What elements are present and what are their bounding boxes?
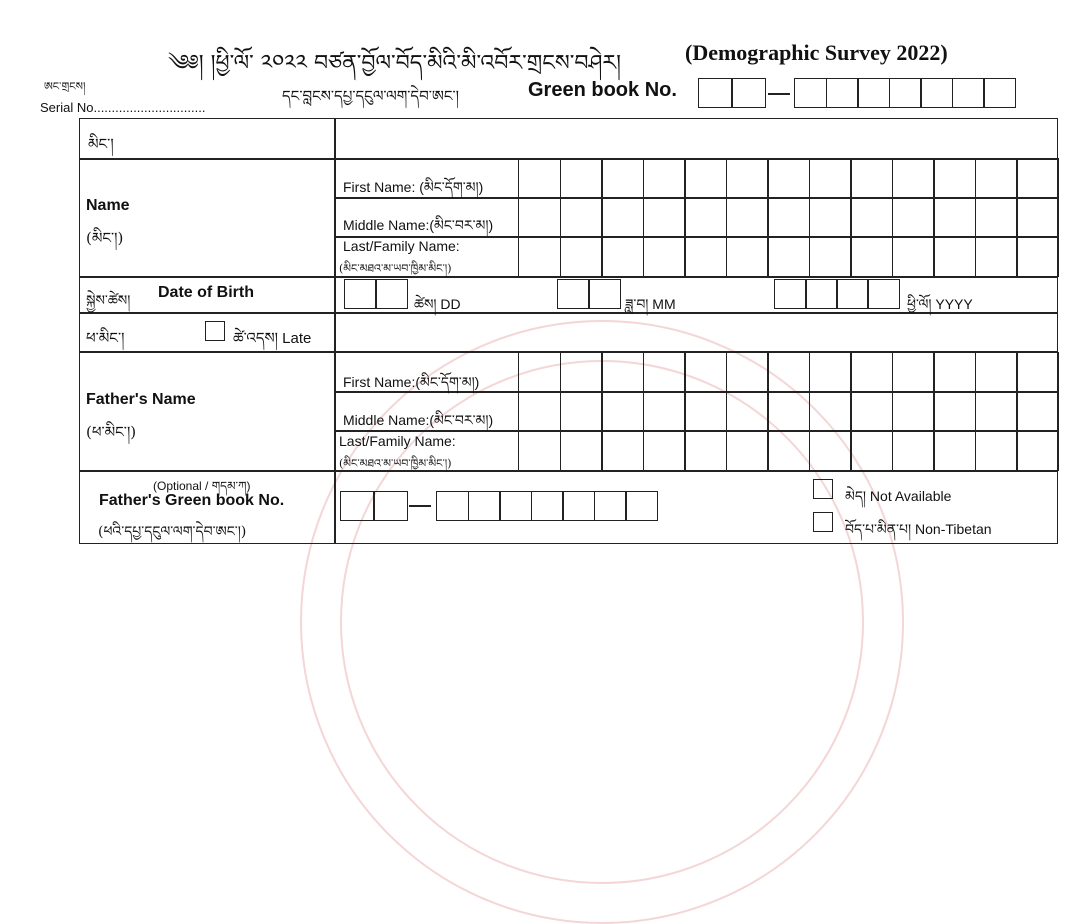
middle-name-cell[interactable] xyxy=(892,197,935,237)
father-first-name-cell[interactable] xyxy=(892,352,935,392)
father-middle-name-cell[interactable] xyxy=(684,391,727,431)
father-last-name-cell[interactable] xyxy=(975,430,1018,471)
last-name-cell[interactable] xyxy=(767,236,810,277)
greenbook-digit-cell[interactable] xyxy=(952,78,985,108)
father-last-name-cell[interactable] xyxy=(518,430,561,471)
greenbook-digit-cell[interactable] xyxy=(857,78,890,108)
name-label: Name xyxy=(86,197,130,214)
dob-month-cell[interactable] xyxy=(588,279,621,309)
dob-month-cell[interactable] xyxy=(557,279,590,309)
first-name-cell[interactable] xyxy=(850,158,893,198)
optional-label: (Optional / གདམ་ཀ) xyxy=(153,479,251,493)
greenbook-digit-cell[interactable] xyxy=(826,78,859,108)
father-tibetan-row-label: ཕ་མིང་། xyxy=(86,329,125,347)
father-greenbook-digit-cell[interactable] xyxy=(468,491,501,521)
dob-year-cell[interactable] xyxy=(774,279,807,309)
father-last-name-cell[interactable] xyxy=(809,430,852,471)
father-first-name-cell[interactable] xyxy=(601,352,644,392)
first-name-cell[interactable] xyxy=(601,158,644,198)
father-middle-name-cell[interactable] xyxy=(518,391,561,431)
title-tibetan: ༄༅། །ཕྱི་ལོ་ ༢༠༢༢ བཙན་བྱོལ་བོད་མིའི་མི་འབོར་གྲངས་བཤེར། xyxy=(168,51,621,76)
dob-year-cell[interactable] xyxy=(805,279,838,309)
last-name-tibetan-label: (མིང་མཐའ་མ་ཡབ་ཁྱིམ་མིང་།) xyxy=(339,262,452,275)
father-greenbook-digit-cell[interactable] xyxy=(340,491,375,521)
first-name-cell[interactable] xyxy=(1016,158,1059,198)
father-greenbook-digit-cell[interactable] xyxy=(436,491,469,521)
father-middle-name-cell[interactable] xyxy=(892,391,935,431)
last-name-cell[interactable] xyxy=(850,236,893,277)
middle-name-cell[interactable] xyxy=(809,197,852,237)
middle-name-cell[interactable] xyxy=(684,197,727,237)
father-first-name-cell[interactable] xyxy=(1016,352,1059,392)
father-last-name-cell[interactable] xyxy=(933,430,976,471)
name-tibetan-row-label: མིང་། xyxy=(88,135,114,153)
father-first-name-cell[interactable] xyxy=(684,352,727,392)
last-name-cell[interactable] xyxy=(684,236,727,277)
father-name-label: Father's Name xyxy=(86,391,196,408)
last-name-label: Last/Family Name: xyxy=(343,238,460,254)
yyyy-label: ཕྱི་ལོ། YYYY xyxy=(907,296,973,312)
father-last-name-cell[interactable] xyxy=(684,430,727,471)
father-middle-name-cell[interactable] xyxy=(850,391,893,431)
not-available-label: མེད། Not Available xyxy=(845,488,952,504)
father-greenbook-digit-cell[interactable] xyxy=(373,491,408,521)
father-greenbook-digit-cell[interactable] xyxy=(562,491,595,521)
dd-label: ཚེས། DD xyxy=(414,296,461,312)
first-name-cell[interactable] xyxy=(809,158,852,198)
greenbook-digit-cell[interactable] xyxy=(983,78,1016,108)
father-first-name-cell[interactable] xyxy=(767,352,810,392)
father-first-name-cell[interactable] xyxy=(850,352,893,392)
father-middle-name-cell[interactable] xyxy=(809,391,852,431)
greenbook-digit-cell[interactable] xyxy=(698,78,733,108)
mm-label: ཟླ་བ། MM xyxy=(625,296,676,312)
father-middle-name-cell[interactable] xyxy=(643,391,686,431)
dob-label: Date of Birth xyxy=(158,284,254,301)
father-middle-name-cell[interactable] xyxy=(767,391,810,431)
middle-name-cell[interactable] xyxy=(726,197,769,237)
father-first-name-cell[interactable] xyxy=(643,352,686,392)
last-name-cell[interactable] xyxy=(726,236,769,277)
first-name-cell[interactable] xyxy=(560,158,603,198)
father-last-name-cell[interactable] xyxy=(726,430,769,471)
dob-tibetan-label: སྐྱེས་ཚེས། xyxy=(86,293,131,309)
last-name-cell[interactable] xyxy=(518,236,561,277)
father-first-name-cell[interactable] xyxy=(518,352,561,392)
greenbook-digit-cell[interactable] xyxy=(920,78,953,108)
middle-name-cell[interactable] xyxy=(643,197,686,237)
first-name-cell[interactable] xyxy=(767,158,810,198)
father-last-name-cell[interactable] xyxy=(850,430,893,471)
first-name-cell[interactable] xyxy=(892,158,935,198)
father-middle-name-cell[interactable] xyxy=(560,391,603,431)
father-last-name-cell[interactable] xyxy=(560,430,603,471)
father-last-name-cell[interactable] xyxy=(643,430,686,471)
col-divider xyxy=(334,118,336,544)
father-middle-name-label: Middle Name:(མིང་བར་མ།) xyxy=(343,412,494,428)
greenbook-label: Green book No. xyxy=(528,79,677,101)
late-checkbox[interactable] xyxy=(205,321,225,341)
first-name-cell[interactable] xyxy=(975,158,1018,198)
father-first-name-cell[interactable] xyxy=(975,352,1018,392)
dob-day-cell[interactable] xyxy=(375,279,408,309)
greenbook-dash xyxy=(768,93,790,95)
father-last-name-cell[interactable] xyxy=(601,430,644,471)
dob-day-cell[interactable] xyxy=(344,279,377,309)
father-greenbook-dash xyxy=(409,505,431,507)
last-name-cell[interactable] xyxy=(809,236,852,277)
late-label: ཚེ་འདས། Late xyxy=(233,330,312,347)
non-tibetan-label: བོད་པ་མིན་པ། Non-Tibetan xyxy=(845,521,992,537)
father-last-name-label: Last/Family Name: xyxy=(339,433,456,449)
first-name-cell[interactable] xyxy=(933,158,976,198)
last-name-cell[interactable] xyxy=(560,236,603,277)
father-greenbook-digit-cell[interactable] xyxy=(625,491,658,521)
name-tibetan-label: (མིང་།) xyxy=(86,229,124,247)
middle-name-cell[interactable] xyxy=(850,197,893,237)
last-name-cell[interactable] xyxy=(975,236,1018,277)
title-english: (Demographic Survey 2022) xyxy=(685,40,948,65)
first-name-cell[interactable] xyxy=(643,158,686,198)
last-name-cell[interactable] xyxy=(643,236,686,277)
last-name-cell[interactable] xyxy=(933,236,976,277)
serial-tibetan: ཨང་གྲངས། xyxy=(44,80,86,93)
middle-name-cell[interactable] xyxy=(518,197,561,237)
middle-name-cell[interactable] xyxy=(601,197,644,237)
father-first-name-label: First Name:(མིང་དོག་མ།) xyxy=(343,374,480,390)
father-greenbook-label: Father's Green book No. xyxy=(99,492,285,509)
father-greenbook-digit-cell[interactable] xyxy=(594,491,627,521)
father-first-name-cell[interactable] xyxy=(726,352,769,392)
first-name-cell[interactable] xyxy=(684,158,727,198)
father-last-name-tibetan-label: (མིང་མཐའ་མ་ཡབ་ཁྱིམ་མིང་།) xyxy=(339,457,452,470)
middle-name-cell[interactable] xyxy=(767,197,810,237)
first-name-cell[interactable] xyxy=(726,158,769,198)
middle-name-cell[interactable] xyxy=(933,197,976,237)
last-name-cell[interactable] xyxy=(892,236,935,277)
non-tibetan-checkbox[interactable] xyxy=(813,512,833,532)
dob-year-cell[interactable] xyxy=(836,279,869,309)
serial-label: Serial No............................... xyxy=(40,100,206,115)
father-last-name-cell[interactable] xyxy=(767,430,810,471)
greenbook-digit-cell[interactable] xyxy=(889,78,922,108)
middle-name-cell[interactable] xyxy=(1016,197,1059,237)
middle-name-label: Middle Name:(མིང་བར་མ།) xyxy=(343,217,494,233)
father-first-name-cell[interactable] xyxy=(560,352,603,392)
middle-name-cell[interactable] xyxy=(560,197,603,237)
father-middle-name-cell[interactable] xyxy=(1016,391,1059,431)
first-name-label: First Name: (མིང་དོག་མ།) xyxy=(343,179,484,195)
greenbook-digit-cell[interactable] xyxy=(794,78,827,108)
greenbook-tibetan: དང་བླངས་དཔྱ་དངུལ་ལག་དེབ་ཨང་། xyxy=(282,87,460,105)
father-first-name-cell[interactable] xyxy=(809,352,852,392)
last-name-cell[interactable] xyxy=(601,236,644,277)
father-greenbook-digit-cell[interactable] xyxy=(531,491,564,521)
father-last-name-cell[interactable] xyxy=(892,430,935,471)
father-last-name-cell[interactable] xyxy=(1016,430,1059,471)
father-middle-name-cell[interactable] xyxy=(601,391,644,431)
father-middle-name-cell[interactable] xyxy=(933,391,976,431)
greenbook-digit-cell[interactable] xyxy=(731,78,766,108)
father-greenbook-tibetan-label: (ཕའི་དཔྱ་དངུལ་ལག་དེབ་ཨང་།) xyxy=(98,524,247,540)
father-greenbook-digit-cell[interactable] xyxy=(499,491,532,521)
father-first-name-cell[interactable] xyxy=(933,352,976,392)
father-name-tibetan-label: (ཕ་མིང་།) xyxy=(86,423,137,441)
middle-name-cell[interactable] xyxy=(975,197,1018,237)
dob-year-cell[interactable] xyxy=(867,279,900,309)
first-name-cell[interactable] xyxy=(518,158,561,198)
not-available-checkbox[interactable] xyxy=(813,479,833,499)
father-middle-name-cell[interactable] xyxy=(975,391,1018,431)
last-name-cell[interactable] xyxy=(1016,236,1059,277)
father-middle-name-cell[interactable] xyxy=(726,391,769,431)
